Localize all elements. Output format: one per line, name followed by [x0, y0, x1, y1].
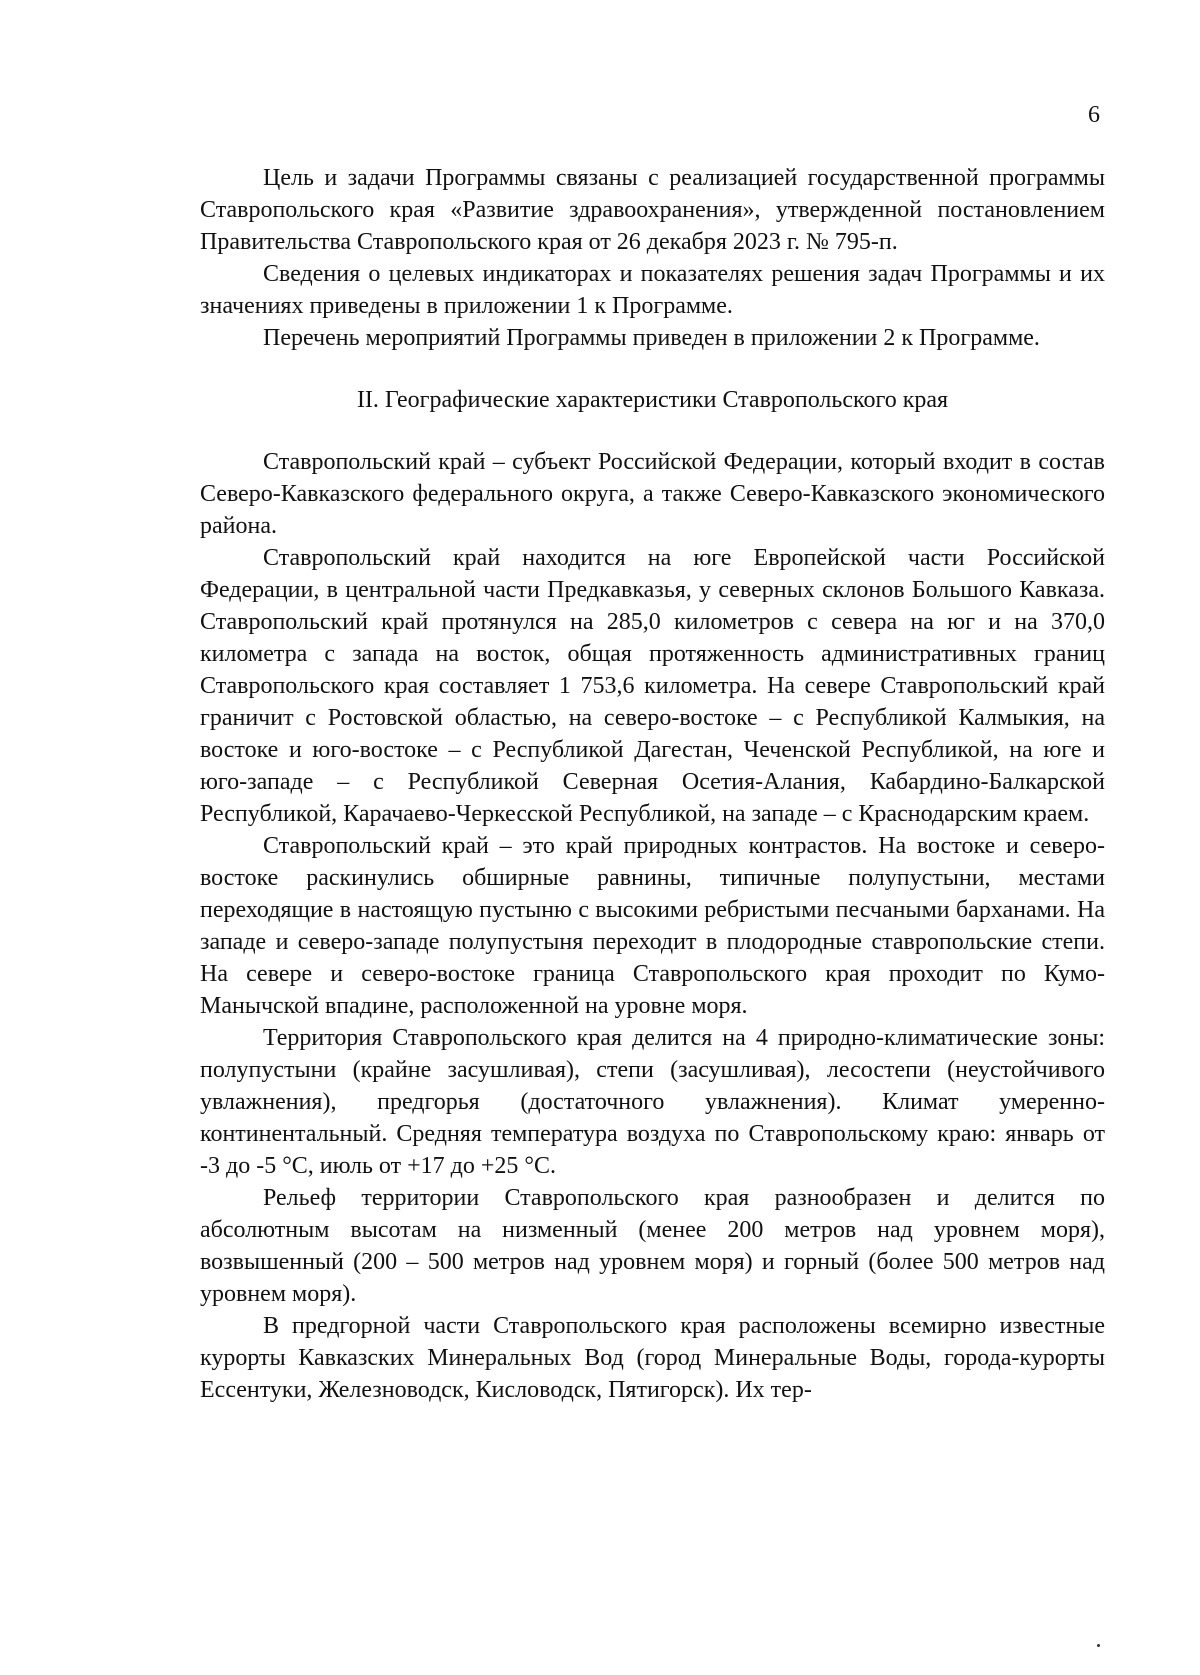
scan-speck	[1097, 1644, 1100, 1647]
paragraph-contrasts: Ставропольский край – это край природных контрастов. На востоке и северо-востоке раскинулись обширные равнины, типичные полупустыни, местами переходящие в настоящую пустыню с высокими ребристыми песчаными барханами. На западе и северо-западе полупустыня переходит в плодородные ставропольские степи. На севере и северо-востоке граница Ставропольского края проходит по Кумо-Манычской впадине, расположенной на уровне моря.	[200, 833, 1105, 1019]
section-heading: II. Географические характеристики Ставропольского края	[356, 387, 949, 413]
document-body	[200, 162, 1105, 1406]
paragraph-indicators: Сведения о целевых индикаторах и показателях решения задач Программы и их значениях приведены в приложении 1 к Программе.	[200, 261, 1105, 319]
paragraph-relief: Рельеф территории Ставропольского края разнообразен и делится по абсолютным высотам на низменный (менее 200 метров над уровнем моря), возвышенный (200 – 500 метров над уровнем моря) и горный (более 500 метров над уровнем моря).	[200, 1185, 1105, 1307]
page-number: 6	[1088, 102, 1100, 128]
paragraph-activities: Перечень мероприятий Программы приведен в приложении 2 к Программе.	[263, 325, 1040, 351]
paragraph-location: Ставропольский край находится на юге Европейской части Российской Федерации, в центральной части Предкавказья, у северных склонов Большого Кавказа. Ставропольский край протянулся на 285,0 километров с севера на юг и на 370,0 километра с запада на восток, общая протяженность административных границ Ставропольского края составляет 1 753,6 километра. На севере Ставропольский край граничит с Ростовской областью, на северо-востоке – с Республикой Калмыкия, на востоке и юго-востоке – с Республикой Дагестан, Чеченской Республикой, на юге и юго-западе – с Республикой Северная Осетия-Алания, Кабардино-Балкарской Республикой, Карачаево-Черкесской Республикой, на западе – с Краснодарским краем.	[200, 545, 1105, 827]
paragraph-resorts: В предгорной части Ставропольского края расположены всемирно известные курорты Кавказских Минеральных Вод (город Минеральные Воды, города-курорты Ессентуки, Железноводск, Кисловодск, Пятигорск). Их тер-	[200, 1313, 1105, 1403]
paragraph-subject: Ставропольский край – субъект Российской Федерации, который входит в состав Северо-Кавказского федерального округа, а также Северо-Кавказского экономического района.	[200, 449, 1105, 539]
paragraph-goal: Цель и задачи Программы связаны с реализацией государственной программы Ставропольского края «Развитие здравоохранения», утвержденной постановлением Правительства Ставропольского края от 26 декабря 2023 г. № 795-п.	[200, 165, 1105, 255]
paragraph-climate-zones: Территория Ставропольского края делится на 4 природно-климатические зоны: полупустыни (крайне засушливая), степи (засушливая), лесостепи (неустойчивого увлажнения), предгорья (достаточного увлажнения). Климат умеренно-континентальный. Средняя температура воздуха по Ставропольскому краю: январь от -3 до -5 °С, июль от +17 до +25 °С.	[200, 1025, 1105, 1179]
